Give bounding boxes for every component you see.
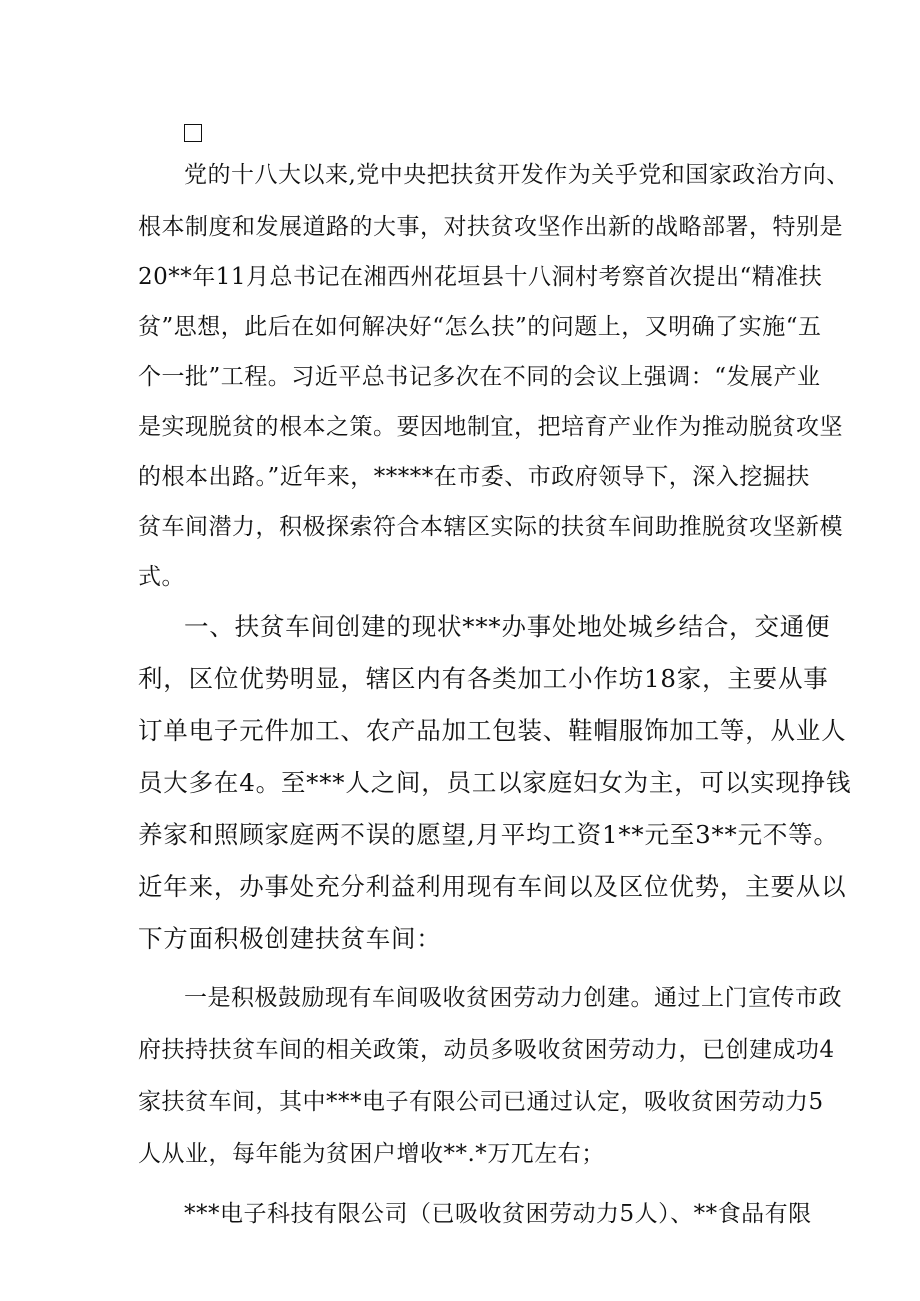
paragraph-line-8: 贫车间潜力，积极探索符合本辖区实际的扶贫车间助推脱贫攻坚新模 [138,514,843,540]
paragraph-line-3: 20**年11月总书记在湘西州花垣县十八洞村考察首次提出“精准扶 [138,264,823,290]
item-line-5: ***电子科技有限公司（已吸收贫困劳动力5人）、**食品有限 [184,1201,812,1227]
section-line-1: 一、扶贫车间创建的现状***办事处地处城乡结合，交通便 [184,612,831,641]
section-line-7: 下方面积极创建扶贫车间： [138,924,442,953]
checkbox-marker-icon [184,124,202,142]
item-line-2: 府扶持扶贫车间的相关政策，动员多吸收贫困劳动力，已创建成功4 [138,1037,835,1063]
paragraph-line-9: 式。 [138,564,185,590]
item-line-4: 人从业，每年能为贫困户增收**.*万兀左右； [138,1141,605,1167]
section-line-6: 近年来，办事处充分利益利用现有车间以及区位优势，主要从以 [138,872,847,901]
paragraph-line-4: 贫”思想，此后在如何解决好“怎么扶”的问题上，又明确了实施“五 [138,314,822,340]
section-line-3: 订单电子元件加工、农产品加工包装、鞋帽服饰加工等，从业人 [138,716,847,745]
section-line-4: 员大多在4。至***人之间，员工以家庭妇女为主，可以实现挣钱 [138,768,852,797]
section-line-2: 利，区位优势明显，辖区内有各类加工小作坊18家，主要从事 [138,664,829,693]
paragraph-line-7: 的根本出路。”近年来，*****在市委、市政府领导下，深入挖掘扶 [138,464,810,490]
item-line-3: 家扶贫车间，其中***电子有限公司已通过认定，吸收贫困劳动力5 [138,1089,824,1115]
paragraph-line-1: 党的十八大以来,党中央把扶贫开发作为关乎党和国家政治方向、 [184,162,850,188]
item-line-1: 一是积极鼓励现有车间吸收贫困劳动力创建。通过上门宣传市政 [184,985,842,1011]
section-line-5: 养家和照顾家庭两不误的愿望,月平均工资1**元至3**元不等。 [138,820,839,849]
paragraph-line-6: 是实现脱贫的根本之策。要因地制宜，把培育产业作为推动脱贫攻坚 [138,414,843,440]
paragraph-line-5: 个一批”工程。习近平总书记多次在不同的会议上强调：“发展产业 [138,364,821,390]
paragraph-line-2: 根本制度和发展道路的大事，对扶贫攻坚作出新的战略部署，特别是 [138,214,843,240]
